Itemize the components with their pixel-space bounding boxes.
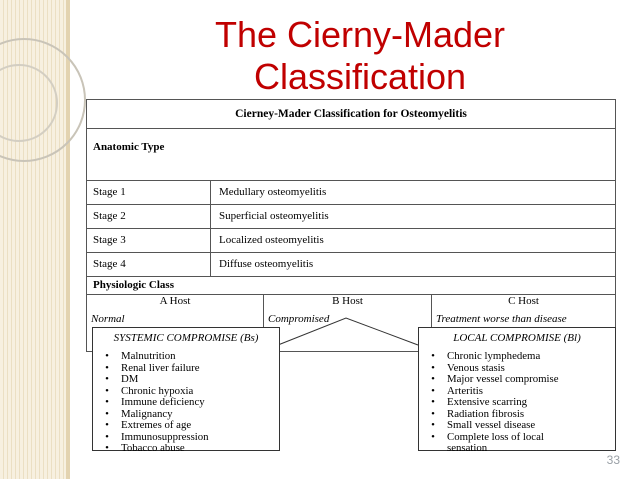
host-c-description: Treatment worse than disease xyxy=(436,313,567,325)
list-item-text: Chronic lymphedema xyxy=(447,350,541,362)
systemic-compromise-box xyxy=(92,327,280,454)
bullet-icon: • xyxy=(105,373,109,385)
list-item-text: Major vessel compromise xyxy=(447,373,559,385)
list-item-text: Chronic hypoxia xyxy=(121,384,194,397)
systemic-compromise-list xyxy=(93,351,279,455)
local-compromise-box xyxy=(418,327,616,454)
local-compromise-list xyxy=(419,351,615,455)
bullet-icon: • xyxy=(105,361,109,374)
bullet-icon: • xyxy=(105,430,109,443)
stage-description: Medullary osteomyelitis xyxy=(219,186,327,198)
bullet-icon: • xyxy=(431,373,435,385)
list-item-text: Immune deficiency xyxy=(121,396,205,408)
bullet-icon: • xyxy=(105,350,109,362)
local-compromise-title: LOCAL COMPROMISE (Bl) xyxy=(453,332,581,344)
anatomic-type-header: Anatomic Type xyxy=(87,129,615,181)
table-caption: Cierney-Mader Classification for Osteomyelitis xyxy=(87,100,615,129)
stage-label: Stage 2 xyxy=(87,205,211,228)
bullet-icon: • xyxy=(431,350,435,362)
bullet-icon: • xyxy=(431,384,435,397)
list-item xyxy=(93,443,279,455)
list-item-text: Venous stasis xyxy=(447,361,505,374)
bullet-icon: • xyxy=(105,442,109,454)
bullet-icon: • xyxy=(431,419,435,431)
stage-description: Diffuse osteomyelitis xyxy=(219,258,314,270)
list-item-text: Extremes of age xyxy=(121,419,192,431)
bullet-icon: • xyxy=(105,419,109,431)
slide-title-line-2: Classification xyxy=(253,56,467,97)
list-item-text: Immunosuppression xyxy=(121,430,209,443)
bullet-icon: • xyxy=(431,430,435,443)
list-item-text: DM xyxy=(121,373,139,385)
host-a-description: Normal xyxy=(91,313,125,325)
list-item-text: Complete loss of local xyxy=(447,430,544,443)
slide-number: 33 xyxy=(606,453,620,467)
list-item-text: sensation xyxy=(447,442,488,454)
bullet-icon: • xyxy=(431,396,435,408)
host-b-description: Compromised xyxy=(268,313,330,325)
bullet-icon: • xyxy=(431,407,435,420)
stage-description: Superficial osteomyelitis xyxy=(219,210,329,222)
list-item-text: Arteritis xyxy=(447,384,483,397)
stage-label: Stage 1 xyxy=(87,181,211,204)
systemic-compromise-title: SYSTEMIC COMPROMISE (Bs) xyxy=(113,332,259,344)
bullet-icon: • xyxy=(105,384,109,397)
stage-description: Localized osteomyelitis xyxy=(219,234,324,246)
list-item-text: Tobacco abuse xyxy=(121,442,185,454)
list-item-text: Extensive scarring xyxy=(447,396,528,408)
list-item-continuation xyxy=(419,443,615,455)
bullet-icon: • xyxy=(431,361,435,374)
host-c-name: C Host xyxy=(508,295,539,307)
list-item-text: Small vessel disease xyxy=(447,419,536,431)
list-item-text: Renal liver failure xyxy=(121,361,200,374)
list-item-text: Malnutrition xyxy=(121,350,176,362)
physiologic-class-header: Physiologic Class xyxy=(87,277,615,295)
bullet-icon: • xyxy=(105,407,109,420)
stage-label: Stage 3 xyxy=(87,229,211,252)
list-item-text: Radiation fibrosis xyxy=(447,407,525,420)
host-a-name: A Host xyxy=(159,295,191,307)
host-b-name: B Host xyxy=(332,295,363,307)
list-item-text: Malignancy xyxy=(121,407,173,420)
slide-title-line-1: The Cierny-Mader xyxy=(214,14,506,55)
stage-label: Stage 4 xyxy=(87,253,211,276)
bullet-icon: • xyxy=(105,396,109,408)
